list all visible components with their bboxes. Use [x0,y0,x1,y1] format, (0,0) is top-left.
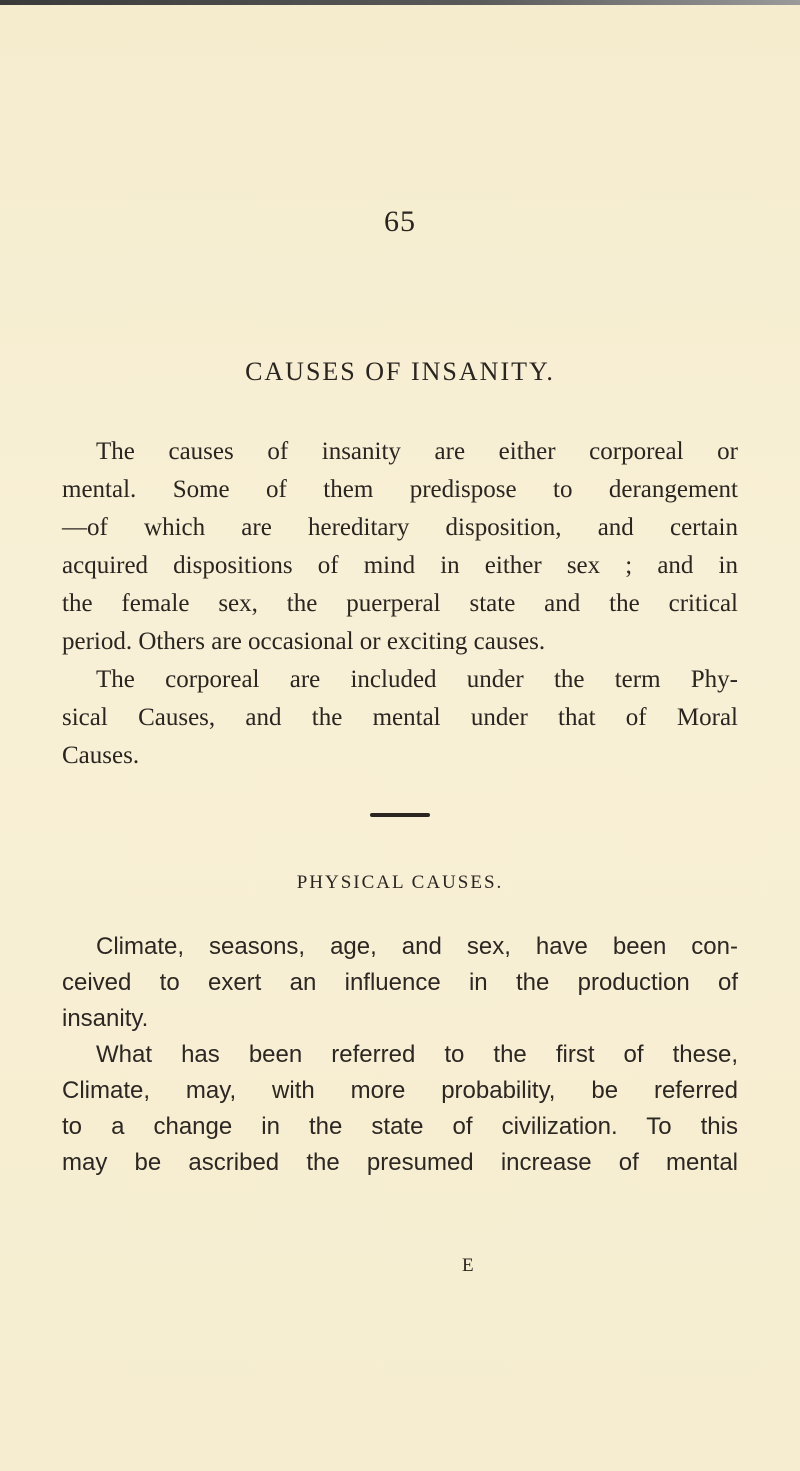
physical-causes-paragraph [62,929,738,1181]
paragraph-line: insanity. [62,1005,149,1032]
paragraph-line: ceived to exert an influence in the production of [62,969,738,996]
paragraph-line: the female sex, the puerperal state and the critical [62,590,738,617]
paragraph-line: Climate, may, with more probability, be referred [62,1077,738,1104]
section-divider [370,813,430,817]
paragraph-line: period. Others are occasional or exciting causes. [62,628,546,655]
paragraph-line: acquired dispositions of mind in either sex ; and in [62,552,738,579]
paragraph-line: Causes. [62,742,140,769]
paragraph-line: may be ascribed the presumed increase of mental [62,1149,738,1176]
paragraph-line: sical Causes, and the mental under that of Moral [62,704,738,731]
paragraph-line: to a change in the state of civilization. To this [62,1113,738,1140]
page-top-edge [0,0,800,5]
signature-mark: E [462,1255,474,1276]
paragraph-line: mental. Some of them predispose to derangement [62,476,738,503]
paragraph-line: What has been referred to the first of these, [96,1041,738,1068]
paragraph-line: Climate, seasons, age, and sex, have been con- [96,933,738,960]
intro-paragraph [62,433,738,775]
paragraph-line: —of which are hereditary disposition, and certain [62,514,738,541]
section-heading: PHYSICAL CAUSES. [296,872,504,893]
paragraph-line: The causes of insanity are either corporeal or [96,438,738,465]
chapter-title: CAUSES OF INSANITY. [245,357,555,386]
page-number: 65 [384,205,416,238]
paragraph-line: The corporeal are included under the term Phy- [96,666,738,693]
